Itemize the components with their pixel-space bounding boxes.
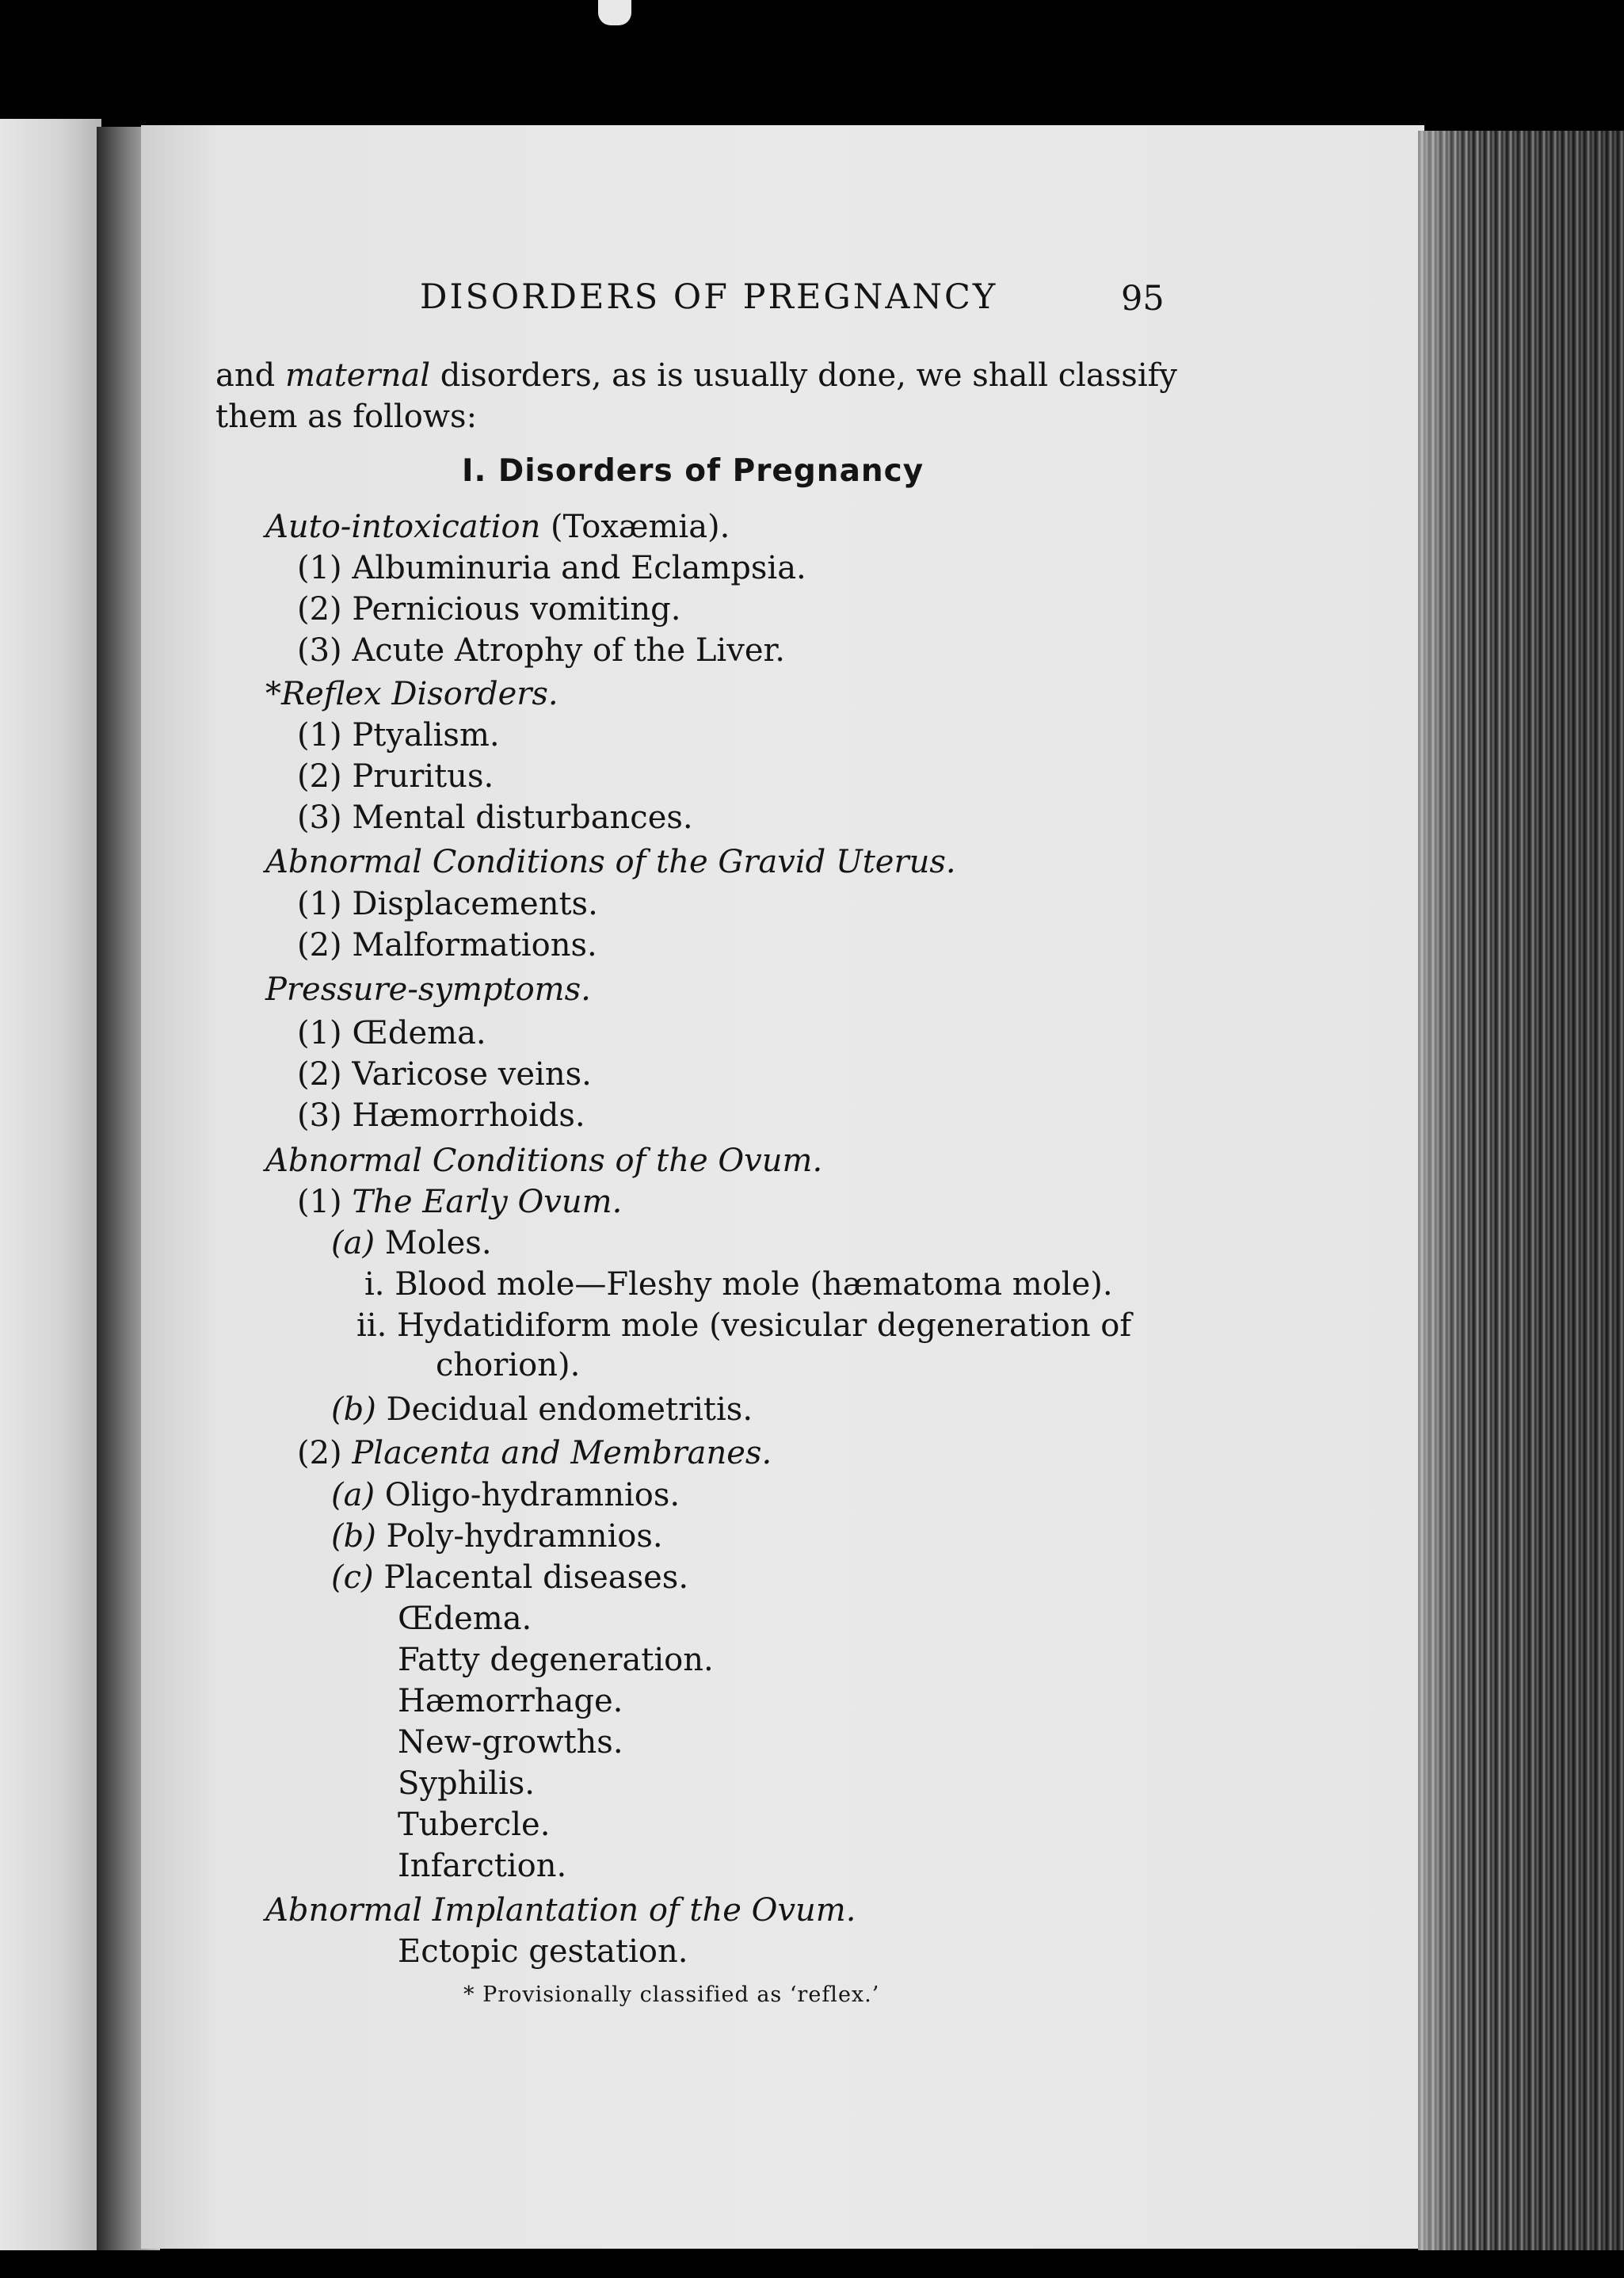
outline-heading [265, 509, 730, 545]
intro-line-1-pre: and [215, 357, 285, 394]
outline-item: Fatty degeneration. [398, 1642, 714, 1678]
item-number: (2) [297, 1435, 342, 1471]
outline-heading-suffix: (Toxæmia). [540, 509, 730, 545]
item-number: (b) [331, 1391, 376, 1428]
item-text: Poly-hydramnios. [386, 1518, 663, 1555]
item-number: (3) [297, 799, 342, 836]
running-head: DISORDERS OF PREGNANCY [420, 277, 998, 317]
item-text: Decidual endometritis. [386, 1391, 753, 1428]
outline-item: Hæmorrhage. [398, 1683, 623, 1719]
outline-item [331, 1559, 688, 1596]
item-text: Malformations. [352, 927, 597, 963]
item-number: (2) [297, 1056, 342, 1093]
outline-heading: Abnormal Conditions of the Ovum. [265, 1143, 823, 1179]
outline-item [297, 1435, 772, 1471]
item-text: Blood mole—Fleshy mole (hæmatoma mole). [395, 1266, 1113, 1303]
outline-heading: Abnormal Implantation of the Ovum. [265, 1892, 856, 1929]
item-number: (3) [297, 632, 342, 669]
item-number: (1) [297, 717, 342, 754]
outline-item [297, 927, 597, 963]
intro-line-1-italic: maternal [284, 357, 430, 394]
item-number: (a) [331, 1225, 376, 1261]
footnote: * Provisionally classified as ‘reflex.’ [463, 1982, 880, 2007]
item-text: The Early Ovum. [352, 1184, 623, 1220]
item-text: Displacements. [352, 886, 598, 922]
item-text: Pernicious vomiting. [352, 591, 681, 628]
item-text: Varicose veins. [352, 1056, 592, 1093]
top-clip-mark [598, 0, 631, 25]
item-text: Pruritus. [352, 758, 494, 795]
item-number: (1) [297, 886, 342, 922]
outline-item [297, 717, 500, 754]
item-number: ii. [356, 1307, 387, 1344]
item-number: (2) [297, 758, 342, 795]
page-number: 95 [1121, 279, 1165, 319]
item-text: Ptyalism. [352, 717, 500, 754]
item-number: (b) [331, 1518, 376, 1555]
item-number: (2) [297, 591, 342, 628]
outline-item [331, 1518, 663, 1555]
outline-item [297, 799, 693, 836]
item-text: Oligo-hydramnios. [384, 1477, 680, 1513]
outline-item: Œdema. [398, 1601, 532, 1637]
outline-item: Ectopic gestation. [398, 1933, 688, 1970]
outline-item [297, 758, 494, 795]
outline-item [297, 1184, 622, 1220]
outline-item: New-growths. [398, 1724, 623, 1761]
outline-item [356, 1307, 1131, 1344]
item-number: (a) [331, 1477, 376, 1513]
item-text: Hæmorrhoids. [352, 1097, 585, 1134]
outline-heading: Abnormal Conditions of the Gravid Uterus. [265, 844, 956, 880]
item-text: Placental diseases. [383, 1559, 689, 1596]
outline-item: Infarction. [398, 1848, 567, 1884]
page-stack-shade [1418, 131, 1624, 2250]
item-number: (3) [297, 1097, 342, 1134]
item-number: (c) [331, 1559, 374, 1596]
outline-heading-text: Auto-intoxication [265, 509, 541, 545]
outline-item [331, 1225, 492, 1261]
outline-item: Syphilis. [398, 1765, 535, 1802]
outline-item: Tubercle. [398, 1807, 551, 1843]
outline-item [331, 1391, 753, 1428]
item-number: (1) [297, 550, 342, 586]
outline-item [297, 550, 806, 586]
outline-item [297, 886, 598, 922]
item-text: Moles. [384, 1225, 492, 1261]
left-page-edge [0, 119, 101, 2250]
item-number: (1) [297, 1184, 342, 1220]
item-text: Acute Atrophy of the Liver. [352, 632, 785, 669]
intro-line-1 [215, 355, 1177, 396]
item-number: i. [364, 1266, 385, 1303]
outline-item [297, 591, 681, 628]
item-text: Placenta and Membranes. [352, 1435, 772, 1471]
intro-line-1-post: disorders, as is usually done, we shall classify [429, 357, 1178, 394]
outline-heading: Pressure-symptoms. [265, 971, 591, 1008]
item-number: (2) [297, 927, 342, 963]
item-number: (1) [297, 1015, 342, 1051]
intro-paragraph [215, 355, 1177, 437]
outline-item [297, 1097, 585, 1134]
outline-item [364, 1266, 1113, 1303]
outline-item [297, 632, 785, 669]
item-text: Albuminuria and Eclampsia. [352, 550, 806, 586]
item-text: Hydatidiform mole (vesicular degeneration of [397, 1307, 1132, 1344]
outline-item [297, 1015, 486, 1051]
section-heading: I. Disorders of Pregnancy [462, 453, 924, 489]
outline-item [331, 1477, 680, 1513]
item-text: Mental disturbances. [352, 799, 693, 836]
outline-heading: *Reflex Disorders. [265, 676, 558, 712]
intro-line-2: them as follows: [215, 399, 478, 435]
outline-item: chorion). [436, 1347, 581, 1383]
item-text: Œdema. [352, 1015, 486, 1051]
outline-item [297, 1056, 592, 1093]
